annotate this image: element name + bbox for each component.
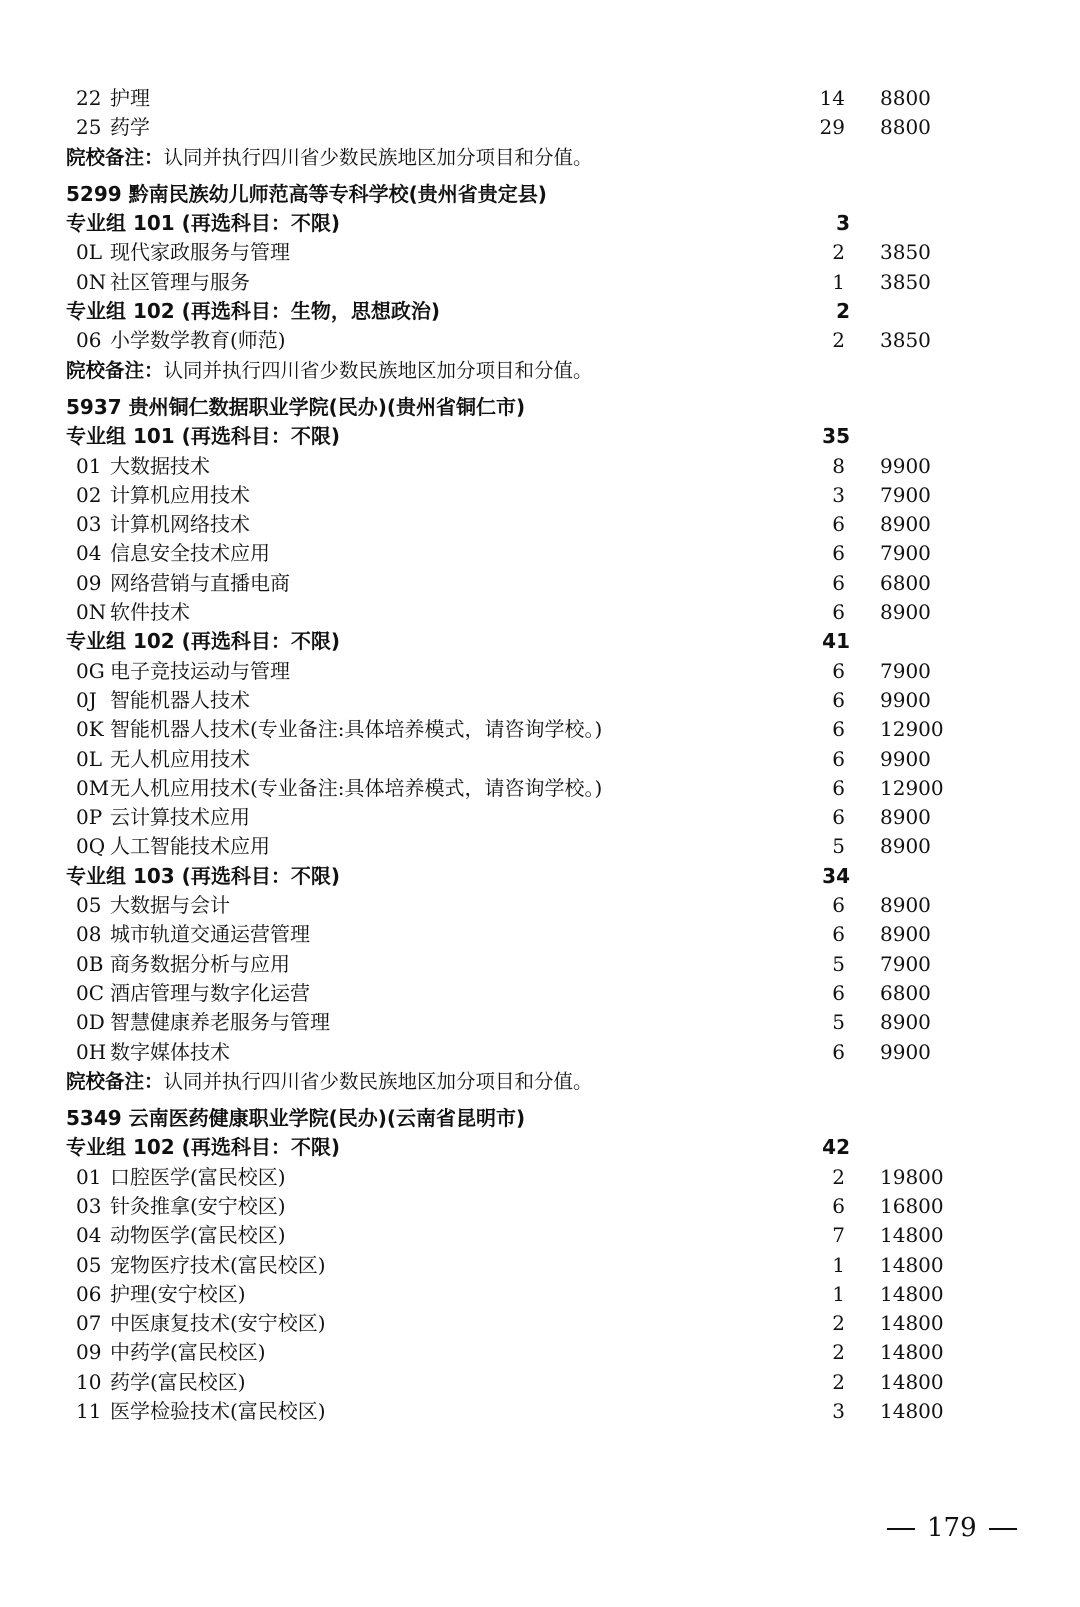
major-name: 智慧健康养老服务与管理 (110, 1010, 330, 1035)
major-code: 02 (76, 482, 102, 507)
major-code: 04 (76, 1223, 102, 1248)
major-plan-count: 2 (832, 1340, 845, 1365)
major-row (0, 510, 1080, 539)
major-code: 0D (76, 1010, 105, 1035)
major-tuition-fee: 7900 (880, 951, 931, 976)
major-row (0, 1309, 1080, 1338)
major-row (0, 715, 1080, 744)
major-name: 医学检验技术(富民校区) (110, 1399, 326, 1424)
major-code: 09 (76, 1340, 102, 1365)
major-group-title: 专业组 102 (再选科目：不限) (66, 629, 340, 654)
major-name: 药学 (110, 115, 150, 140)
major-tuition-fee: 8900 (880, 805, 931, 830)
major-plan-count: 1 (832, 1252, 845, 1277)
major-code: 05 (76, 893, 102, 918)
footer-dash-left (887, 1528, 915, 1530)
major-row (0, 1038, 1080, 1067)
major-plan-count: 6 (832, 541, 845, 566)
major-code: 0Q (76, 834, 106, 859)
major-tuition-fee: 9900 (880, 1039, 931, 1064)
major-name: 无人机应用技术 (110, 746, 250, 771)
major-row (0, 657, 1080, 686)
major-name: 信息安全技术应用 (110, 541, 270, 566)
major-group-count: 41 (822, 629, 850, 654)
major-name: 计算机网络技术 (110, 512, 250, 537)
major-code: 0N (76, 269, 107, 294)
major-code: 0L (76, 240, 103, 265)
major-row (0, 481, 1080, 510)
major-tuition-fee: 14800 (880, 1311, 944, 1336)
major-row (0, 1221, 1080, 1250)
major-plan-count: 29 (819, 115, 845, 140)
major-tuition-fee: 14800 (880, 1223, 944, 1248)
major-group-header (0, 862, 1080, 891)
major-plan-count: 1 (832, 269, 845, 294)
major-tuition-fee: 19800 (880, 1164, 944, 1189)
school-note-label: 院校备注： (66, 358, 164, 382)
footer-dash-right (989, 1528, 1017, 1530)
major-tuition-fee: 8900 (880, 1010, 931, 1035)
major-tuition-fee: 9900 (880, 746, 931, 771)
school-note-label: 院校备注： (66, 1069, 164, 1093)
major-name: 软件技术 (110, 600, 190, 625)
major-row (0, 539, 1080, 568)
major-code: 01 (76, 1164, 102, 1189)
major-plan-count: 2 (832, 1311, 845, 1336)
major-tuition-fee: 3850 (880, 240, 931, 265)
major-row (0, 832, 1080, 861)
major-name: 智能机器人技术(专业备注:具体培养模式，请咨询学校。) (110, 717, 603, 742)
major-tuition-fee: 14800 (880, 1340, 944, 1365)
major-group-header (0, 209, 1080, 238)
major-name: 计算机应用技术 (110, 482, 250, 507)
major-row (0, 238, 1080, 267)
major-plan-count: 3 (832, 482, 845, 507)
major-plan-count: 6 (832, 687, 845, 712)
school-title: 5349 云南医药健康职业学院(民办)(云南省昆明市) (66, 1106, 526, 1131)
major-group-count: 35 (822, 424, 850, 449)
school-note-body: 认同并执行四川省少数民族地区加分项目和分值。 (163, 145, 593, 169)
school-title: 5299 黔南民族幼儿师范高等专科学校(贵州省贵定县) (66, 181, 547, 206)
page-footer (875, 1512, 1029, 1544)
major-row (0, 268, 1080, 297)
school-note-label: 院校备注： (66, 145, 164, 169)
major-name: 小学数学教育(师范) (110, 328, 286, 353)
major-tuition-fee: 8800 (880, 86, 931, 110)
major-tuition-fee: 7900 (880, 541, 931, 566)
major-name: 针灸推拿(安宁校区) (110, 1193, 286, 1218)
major-tuition-fee: 3850 (880, 328, 931, 353)
major-tuition-fee: 9900 (880, 687, 931, 712)
major-row (0, 891, 1080, 920)
major-row (0, 84, 1080, 113)
major-plan-count: 6 (832, 775, 845, 800)
major-tuition-fee: 14800 (880, 1399, 944, 1424)
major-code: 06 (76, 328, 102, 353)
major-name: 电子竞技运动与管理 (110, 658, 290, 683)
major-tuition-fee: 7900 (880, 658, 931, 683)
major-group-count: 34 (822, 863, 850, 888)
major-row (0, 1192, 1080, 1221)
major-code: 0N (76, 600, 107, 625)
major-tuition-fee: 8900 (880, 834, 931, 859)
major-group-count: 2 (836, 299, 850, 324)
major-code: 22 (76, 86, 102, 110)
major-row (0, 1368, 1080, 1397)
major-plan-count: 6 (832, 893, 845, 918)
major-row (0, 1397, 1080, 1426)
major-code: 0K (76, 717, 104, 742)
major-plan-count: 7 (832, 1223, 845, 1248)
major-plan-count: 2 (832, 1164, 845, 1189)
major-tuition-fee: 6800 (880, 570, 931, 595)
major-tuition-fee: 14800 (880, 1369, 944, 1394)
major-plan-count: 6 (832, 922, 845, 947)
major-plan-count: 2 (832, 1369, 845, 1394)
major-row (0, 1338, 1080, 1367)
major-code: 03 (76, 1193, 102, 1218)
major-code: 10 (76, 1369, 102, 1394)
major-code: 0M (76, 775, 110, 800)
major-row (0, 979, 1080, 1008)
major-tuition-fee: 8900 (880, 922, 931, 947)
major-name: 大数据技术 (110, 453, 210, 478)
major-row (0, 1280, 1080, 1309)
major-group-title: 专业组 101 (再选科目：不限) (66, 424, 340, 449)
major-group-count: 3 (836, 211, 850, 236)
school-note-body: 认同并执行四川省少数民族地区加分项目和分值。 (163, 358, 593, 382)
major-tuition-fee: 12900 (880, 717, 944, 742)
major-code: 01 (76, 453, 102, 478)
major-name: 人工智能技术应用 (110, 834, 270, 859)
major-group-header (0, 1133, 1080, 1162)
major-row (0, 1008, 1080, 1037)
major-row (0, 569, 1080, 598)
major-code: 0C (76, 980, 105, 1005)
major-group-title: 专业组 103 (再选科目：不限) (66, 863, 340, 888)
major-code: 0P (76, 805, 103, 830)
major-code: 0L (76, 746, 103, 771)
major-row (0, 920, 1080, 949)
major-row (0, 113, 1080, 142)
major-group-title: 专业组 102 (再选科目：不限) (66, 1135, 340, 1160)
major-name: 云计算技术应用 (110, 805, 250, 830)
major-name: 护理(安宁校区) (110, 1281, 246, 1306)
major-name: 药学(富民校区) (110, 1369, 246, 1394)
major-code: 08 (76, 922, 102, 947)
major-code: 0J (76, 687, 97, 712)
school-note (0, 356, 1080, 385)
major-row (0, 598, 1080, 627)
major-plan-count: 6 (832, 512, 845, 537)
major-tuition-fee: 14800 (880, 1252, 944, 1277)
major-group-header (0, 422, 1080, 451)
major-group-title: 专业组 101 (再选科目：不限) (66, 211, 340, 236)
major-name: 口腔医学(富民校区) (110, 1164, 286, 1189)
major-tuition-fee: 8800 (880, 115, 931, 140)
major-name: 宠物医疗技术(富民校区) (110, 1252, 326, 1277)
major-code: 11 (76, 1399, 102, 1424)
major-code: 03 (76, 512, 102, 537)
major-name: 城市轨道交通运营管理 (110, 922, 310, 947)
major-code: 25 (76, 115, 102, 140)
major-plan-count: 2 (832, 328, 845, 353)
major-name: 社区管理与服务 (110, 269, 250, 294)
major-plan-count: 6 (832, 600, 845, 625)
major-name: 动物医学(富民校区) (110, 1223, 286, 1248)
major-code: 05 (76, 1252, 102, 1277)
major-plan-count: 6 (832, 1193, 845, 1218)
major-plan-count: 6 (832, 658, 845, 683)
major-tuition-fee: 8900 (880, 600, 931, 625)
major-plan-count: 5 (832, 951, 845, 976)
major-tuition-fee: 8900 (880, 893, 931, 918)
major-plan-count: 1 (832, 1281, 845, 1306)
major-code: 04 (76, 541, 102, 566)
major-row (0, 686, 1080, 715)
major-name: 数字媒体技术 (110, 1039, 230, 1064)
major-code: 09 (76, 570, 102, 595)
school-note-text (66, 143, 593, 172)
major-code: 0G (76, 658, 105, 683)
school-note (0, 143, 1080, 172)
major-name: 护理 (110, 86, 150, 110)
major-plan-count: 3 (832, 1399, 845, 1424)
major-row (0, 745, 1080, 774)
major-name: 智能机器人技术 (110, 687, 250, 712)
major-name: 中药学(富民校区) (110, 1340, 266, 1365)
school-header (0, 180, 1080, 209)
major-code: 0H (76, 1039, 107, 1064)
page-number: 179 (927, 1513, 977, 1543)
major-group-title: 专业组 102 (再选科目：生物，思想政治) (66, 299, 440, 324)
major-name: 商务数据分析与应用 (110, 951, 290, 976)
school-note-text (66, 1067, 593, 1096)
major-name: 现代家政服务与管理 (110, 240, 290, 265)
major-code: 07 (76, 1311, 102, 1336)
major-name: 无人机应用技术(专业备注:具体培养模式，请咨询学校。) (110, 775, 603, 800)
major-tuition-fee: 7900 (880, 482, 931, 507)
document-body (0, 84, 1080, 1426)
school-header (0, 1104, 1080, 1133)
major-plan-count: 5 (832, 834, 845, 859)
major-tuition-fee: 6800 (880, 980, 931, 1005)
major-tuition-fee: 8900 (880, 512, 931, 537)
major-row (0, 803, 1080, 832)
major-name: 酒店管理与数字化运营 (110, 980, 310, 1005)
major-group-header (0, 627, 1080, 656)
major-plan-count: 14 (819, 86, 845, 110)
major-plan-count: 6 (832, 746, 845, 771)
school-header (0, 393, 1080, 422)
major-name: 大数据与会计 (110, 893, 230, 918)
major-row (0, 452, 1080, 481)
major-plan-count: 5 (832, 1010, 845, 1035)
major-tuition-fee: 16800 (880, 1193, 944, 1218)
major-tuition-fee: 9900 (880, 453, 931, 478)
major-name: 网络营销与直播电商 (110, 570, 290, 595)
major-tuition-fee: 3850 (880, 269, 931, 294)
major-plan-count: 6 (832, 805, 845, 830)
major-row (0, 1163, 1080, 1192)
school-title: 5937 贵州铜仁数据职业学院(民办)(贵州省铜仁市) (66, 394, 526, 419)
major-tuition-fee: 12900 (880, 775, 944, 800)
major-row (0, 950, 1080, 979)
major-plan-count: 2 (832, 240, 845, 265)
major-name: 中医康复技术(安宁校区) (110, 1311, 326, 1336)
school-note-text (66, 356, 593, 385)
major-plan-count: 6 (832, 1039, 845, 1064)
major-code: 0B (76, 951, 104, 976)
major-row (0, 326, 1080, 355)
major-plan-count: 6 (832, 717, 845, 742)
major-tuition-fee: 14800 (880, 1281, 944, 1306)
major-row (0, 774, 1080, 803)
major-group-header (0, 297, 1080, 326)
major-plan-count: 6 (832, 980, 845, 1005)
major-code: 06 (76, 1281, 102, 1306)
school-note (0, 1067, 1080, 1096)
major-plan-count: 6 (832, 570, 845, 595)
major-row (0, 1251, 1080, 1280)
major-group-count: 42 (822, 1135, 850, 1160)
school-note-body: 认同并执行四川省少数民族地区加分项目和分值。 (163, 1069, 593, 1093)
major-plan-count: 8 (832, 453, 845, 478)
